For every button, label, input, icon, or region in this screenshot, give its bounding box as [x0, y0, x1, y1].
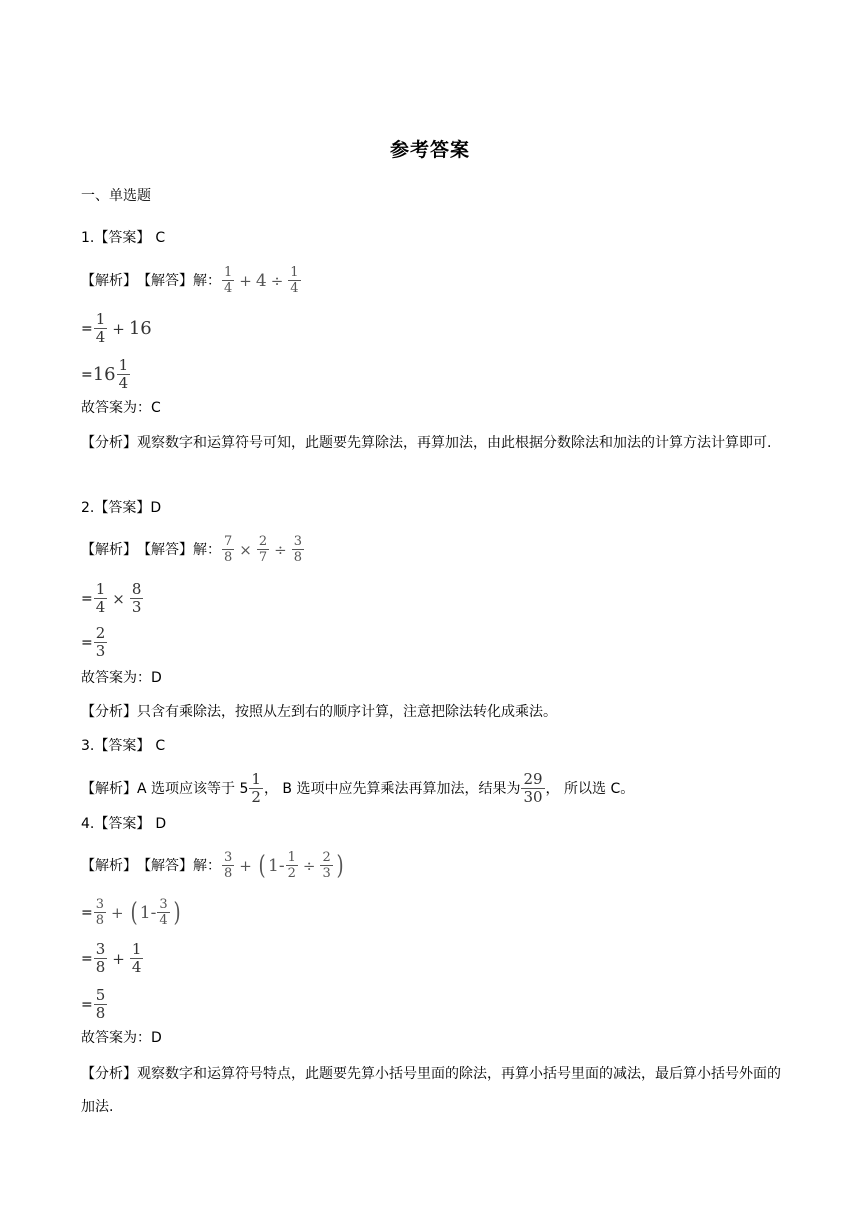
q2-step1: = $\frac{1}{4}$ × $\frac{8}{3}$ [81, 580, 142, 616]
q4-analysis: 【分析】观察数字和运算符号特点，此题要先算小括号里面的除法，再算小括号里面的减法，最后算小括号外面的加法. [81, 1066, 781, 1115]
q3-answer-line: 3. 【答案】 C [81, 738, 166, 754]
q4-solution-line: 【解析】 【解答】解： $\frac{3}{8}$ + ( 1- $\frac{1}{2}$ ÷ $\frac{2}{3}$ ) [81, 851, 346, 880]
q4-step3: = $\frac{5}{8}$ [81, 986, 106, 1022]
q4-conclusion: 故答案为： D [81, 1030, 162, 1046]
q2-answer: D [150, 500, 162, 516]
page-title: 参考答案 [389, 139, 470, 161]
q1-expression: $\frac{1}{4}$ + 4 ÷ $\frac{1}{4}$ [224, 265, 299, 296]
q2-solution-line: 【解析】 【解答】解： $\frac{7}{8}$ × $\frac{2}{7}$ ÷ $\frac{3}{8}$ [81, 535, 305, 564]
q4-answer: D [155, 816, 167, 832]
q2-step2: = $\frac{2}{3}$ [81, 624, 106, 660]
q1-answer-line: 1. 【答案】 C [81, 230, 166, 246]
q1-conclusion: 故答案为： C [81, 400, 161, 416]
q2-conclusion: 故答案为： D [81, 670, 162, 686]
q4-step1: = $\frac{3}{8}$ + ( 1- $\frac{3}{4}$ ) [81, 897, 181, 928]
q4-step2: = $\frac{3}{8}$ + $\frac{1}{4}$ [81, 940, 142, 976]
q4-answer-line: 4. 【答案】 D [81, 816, 167, 832]
q2-analysis: 【分析】 只含有乘除法，按照从左到右的顺序计算，注意把除法转化成乘法。 [81, 704, 557, 720]
q3-answer: C [155, 738, 166, 754]
q2-expression: $\frac{7}{8}$ × $\frac{2}{7}$ ÷ $\frac{3}{8}$ [224, 534, 302, 565]
q1-step2: = 16 $\frac{1}{4}$ [81, 356, 129, 392]
q2-answer-line: 2. 【答案】 D [81, 500, 162, 516]
q1-step1: = $\frac{1}{4}$ + 16 [81, 310, 152, 346]
section-heading: 一、单选题 [81, 188, 151, 204]
q1-answer: C [155, 230, 166, 246]
q1-analysis: 【分析】观察数字和运算符号可知，此题要先算除法，再算加法，由此根据分数除法和加法的计算方法计算即可. [81, 435, 772, 451]
q1-solution-line: 【解析】 【解答】解： $\frac{1}{4}$ + 4 ÷ $\frac{1}{4}$ [81, 266, 302, 295]
q4-expression: $\frac{3}{8}$ + ( 1- $\frac{1}{2}$ ÷ $\frac{2}{3}$ ) [224, 850, 344, 881]
q3-analysis: 【解析】 A 选项应该等于 5 $\frac{1}{2}$ ， B 选项中应先算乘法再算加法，结果为 $\frac{29}{30}$ ， 所以选 C。 [81, 770, 635, 806]
